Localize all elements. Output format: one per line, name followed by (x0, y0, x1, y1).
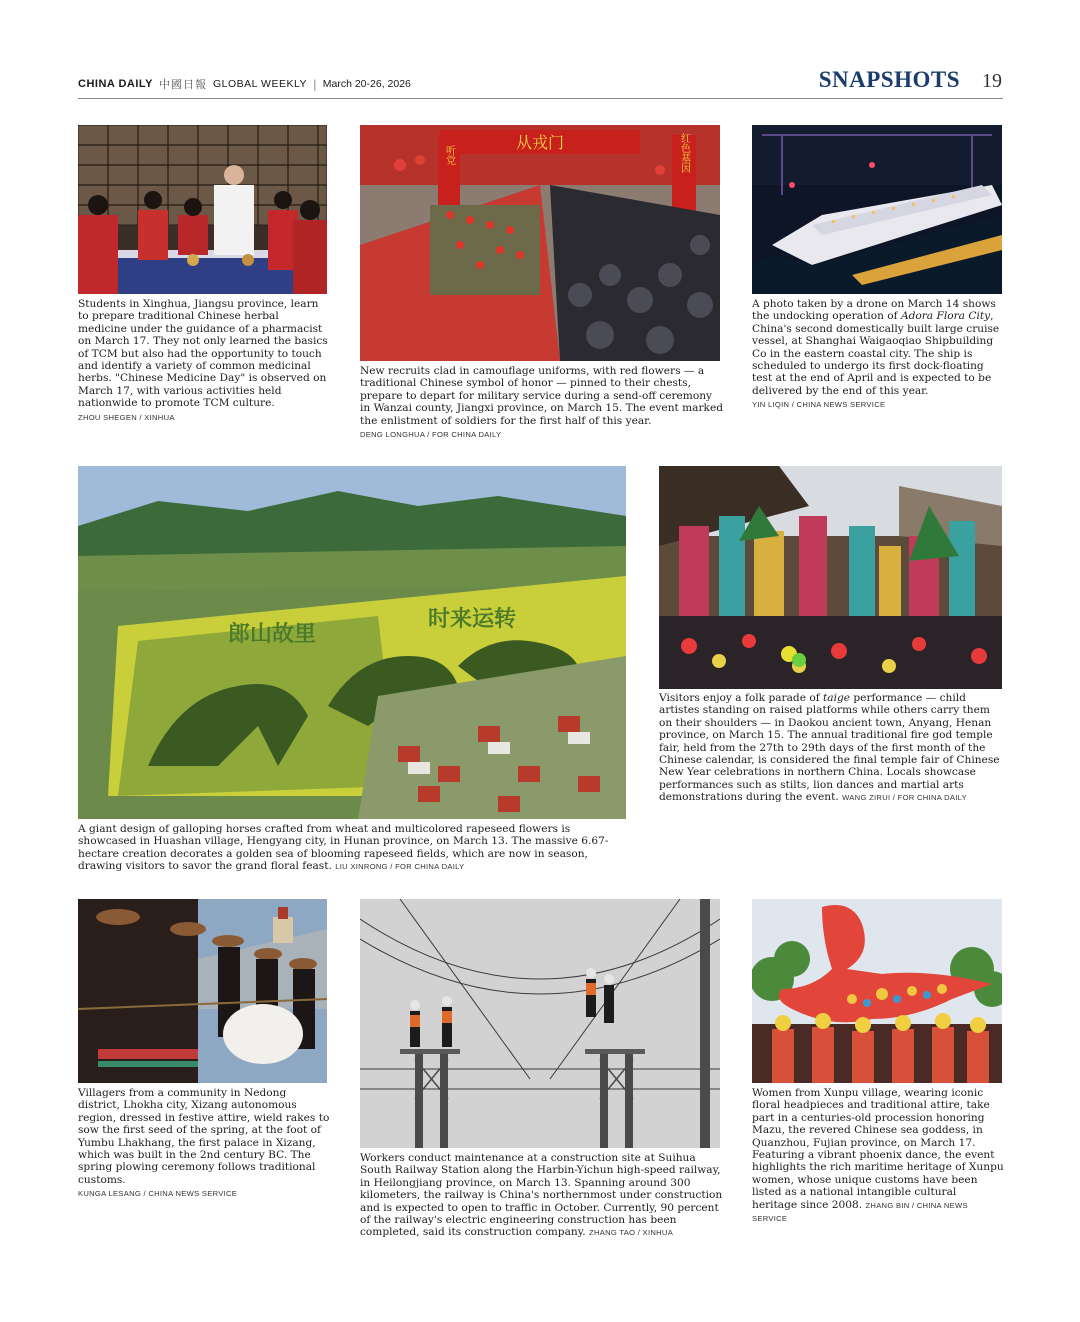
photo-recruits[interactable] (360, 125, 720, 361)
credit-railway: ZHANG TAO / XINHUA (589, 1228, 674, 1238)
caption-tcm (78, 298, 330, 424)
caption-phoenix (752, 1087, 1004, 1225)
credit-phoenix: ZHANG BIN / CHINA NEWS SERVICE (752, 1200, 968, 1224)
ship-name: Adora Flora City (900, 310, 991, 323)
header-rule (78, 98, 1003, 99)
masthead (78, 76, 411, 92)
recruits-banner-text: 从戎门 (515, 133, 565, 152)
credit-recruits: DENG LONGHUA / FOR CHINA DAILY (360, 430, 502, 440)
brand-name-chinese: 中國日報 (158, 78, 207, 91)
photo-spring-plowing[interactable] (78, 899, 327, 1083)
field-text-left: 郎山故里 (228, 622, 317, 647)
credit-horses: LIU XINRONG / FOR CHINA DAILY (335, 862, 465, 872)
edition-name: GLOBAL WEEKLY (212, 78, 308, 90)
caption-taige-text-b: performance — child artistes standing on raised platforms while others carry them on their shoulders — in Daokou ancient town, Anyang, Henan province, on March 15. The annual traditional fire god temple fair, held from the 27th to 29th days of the first month of the Chinese calendar, is considered the final temple fair of Chinese New Year celebrations in northern China. Locals showcase performances such as stilts, lion dances and martial arts demonstrations during the event. (659, 692, 1000, 804)
recruits-banner-right: 红色基因 (678, 133, 690, 173)
credit-tcm: ZHOU SHEGEN / XINHUA (78, 412, 175, 422)
caption-horses (78, 823, 630, 874)
recruits-banner-left: 听党 (443, 145, 455, 165)
caption-horses-text: A giant design of galloping horses crafted from wheat and multicolored rapeseed flowers is showcased in Huashan village, Hengyang city, in Hunan province, on March 13. The massive 6.67-hectare creation decorates a golden sea of blooming rapeseed fields, which are now in season, drawing visitors to savor the grand floral feast. (78, 823, 609, 873)
issue-date: March 20-26, 2026 (322, 78, 411, 90)
section-title: SNAPSHOTS (818, 67, 960, 92)
credit-cruise: YIN LIQIN / CHINA NEWS SERVICE (752, 400, 886, 410)
caption-cruise-text-b: , China's second domestically built large cruise vessel, at Shanghai Waigaoqiao Shipbuilding Co in the eastern coastal city. The ship is scheduled to undergo its first dock-floating test at the end of April and is expected to be delivered by the end of this year. (752, 310, 1000, 397)
caption-railway (360, 1152, 724, 1240)
photo-tcm-students[interactable] (78, 125, 327, 294)
taige-term: taige (823, 692, 851, 704)
page-number: 19 (982, 70, 1002, 92)
photo-phoenix-dance[interactable] (752, 899, 1002, 1083)
photo-rapeseed-horses[interactable] (78, 466, 626, 819)
header-separator: | (313, 77, 317, 91)
credit-taige: WANG ZIRUI / FOR CHINA DAILY (842, 793, 967, 803)
credit-plowing: KUNGA LESANG / CHINA NEWS SERVICE (78, 1189, 238, 1199)
caption-tcm-text: Students in Xinghua, Jiangsu province, learn to prepare traditional Chinese herbal medicine under the guidance of a pharmacist on March 17. They not only learned the basics of TCM but also had the opportunity to touch and identify a variety of common medicinal herbs. "Chinese Medicine Day" is observed on March 17, with various activities held nationwide to promote TCM culture. (78, 298, 328, 410)
caption-cruise (752, 298, 1004, 412)
caption-plowing (78, 1087, 330, 1201)
field-text-right: 时来运转 (428, 607, 517, 632)
caption-recruits-text: New recruits clad in camouflage uniforms, with red flowers — a traditional Chinese symbol of honor — pinned to their chests, prepare to depart for military service during a send-off ceremony in Wanzai county, Jiangxi province, on March 15. The event marked the enlistment of soldiers for the first half of this year. (360, 365, 724, 427)
caption-plowing-text: Villagers from a community in Nedong district, Lhokha city, Xizang autonomous region, dressed in festive attire, wield rakes to sow the first seed of the spring, at the foot of Yumbu Lhakhang, the first palace in Xizang, which was built in the 2nd century BC. The spring plowing ceremony follows traditional customs. (78, 1087, 330, 1186)
photo-railway-workers[interactable] (360, 899, 720, 1148)
photo-cruise-ship[interactable] (752, 125, 1002, 294)
brand-name: CHINA DAILY (78, 78, 153, 90)
caption-recruits (360, 365, 724, 441)
photo-taige-parade[interactable] (659, 466, 1002, 689)
caption-taige (659, 692, 1005, 805)
caption-railway-text: Workers conduct maintenance at a construction site at Suihua South Railway Station along the Harbin-Yichun high-speed railway, in Heilongjiang province, on March 13. Spanning around 300 kilometers, the railway is China's northernmost under construction and is expected to open to traffic in October. Currently, 90 percent of the railway's electric engineering construction has been completed, said its construction company. (360, 1152, 723, 1239)
caption-taige-text-a: Visitors enjoy a folk parade of (659, 692, 824, 704)
caption-cruise-text-a: A photo taken by a drone on March 14 shows the undocking operation of (752, 298, 996, 323)
caption-phoenix-text: Women from Xunpu village, wearing iconic floral headpieces and traditional attire, take part in a centuries-old procession honoring Mazu, the revered Chinese sea goddess, in Quanzhou, Fujian province, on March 17. Featuring a vibrant phoenix dance, the event highlights the rich maritime heritage of Xunpu women, whose unique customs have been listed as a national intangible cultural heritage since 2008. (752, 1087, 1004, 1211)
